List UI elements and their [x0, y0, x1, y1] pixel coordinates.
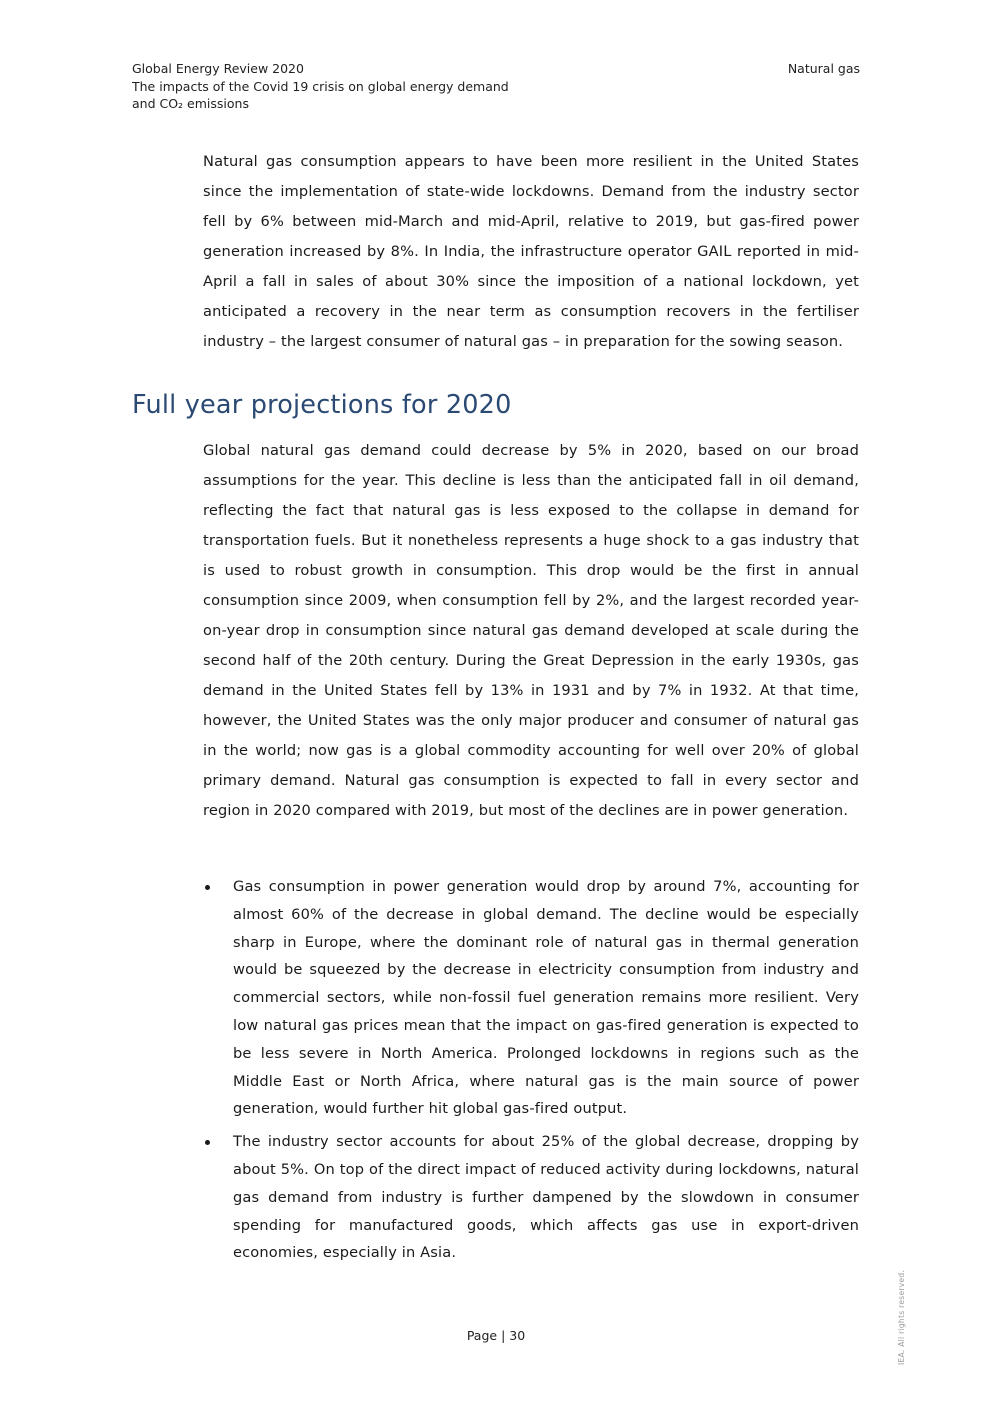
bullet-text: Gas consumption in power generation would drop by around 7%, accounting for almost 60% of the decrease in global demand. The decline would be especially sharp in Europe, where the dominant role of natural gas in thermal generation would be squeezed by the decrease in electricity consumption from industry and commercial sectors, while non-fossil fuel generation remains more resilient. Very low natural gas prices mean that the impact on gas-fired generation is expected to be less severe in North America. Prolonged lockdowns in regions such as the Middle East or North Africa, where natural gas is the main source of power generation, would further hit global gas-fired output.: [233, 878, 859, 1118]
report-title: Global Energy Review 2020: [132, 61, 304, 76]
bullet-dot-icon: [205, 1140, 210, 1145]
page-number: Page | 30: [466, 1328, 526, 1343]
bullet-item: [203, 873, 859, 1123]
running-header: [132, 60, 509, 113]
bullet-dot-icon: [205, 885, 210, 890]
bullet-text: The industry sector accounts for about 25% of the global decrease, dropping by about 5%. On top of the direct impact of reduced activity during lockdowns, natural gas demand from industry is further dampened by the slowdown in consumer spending for manufactured goods, which affects gas use in export-driven economies, especially in Asia.: [233, 1133, 859, 1262]
projection-paragraph: Global natural gas demand could decrease by 5% in 2020, based on our broad assumptions for the year. This decline is less than the anticipated fall in oil demand, reflecting the fact that natural gas is less exposed to the collapse in demand for transportation fuels. But it nonetheless represents a huge shock to a gas industry that is used to robust growth in consumption. This drop would be the first in annual consumption since 2009, when consumption fell by 2%, and the largest recorded year-on-year drop in consumption since natural gas demand developed at scale during the second half of the 20th century. During the Great Depression in the early 1930s, gas demand in the United States fell by 13% in 1931 and by 7% in 1932. At that time, however, the United States was the only major producer and consumer of natural gas in the world; now gas is a global commodity accounting for well over 20% of global primary demand. Natural gas consumption is expected to fall in every sector and region in 2020 compared with 2019, but most of the declines are in power generation.: [203, 442, 859, 819]
report-subtitle-line2: and CO₂ emissions: [132, 96, 249, 111]
rights-notice: IEA. All rights reserved.: [897, 1269, 906, 1365]
section-heading: Full year projections for 2020: [132, 390, 512, 420]
intro-paragraph: Natural gas consumption appears to have been more resilient in the United States since the implementation of state-wide lockdowns. Demand from the industry sector fell by 6% between mid-March and mid-April, relative to 2019, but gas-fired power generation increased by 8%. In India, the infrastructure operator GAIL reported in mid-April a fall in sales of about 30% since the imposition of a national lockdown, yet anticipated a recovery in the near term as consumption recovers in the fertiliser industry – the largest consumer of natural gas – in preparation for the sowing season.: [203, 153, 859, 350]
report-subtitle-line1: The impacts of the Covid 19 crisis on global energy demand: [132, 78, 509, 94]
section-label: Natural gas: [787, 61, 860, 76]
bullet-item: [203, 1128, 859, 1267]
bullet-list: [203, 873, 859, 1272]
